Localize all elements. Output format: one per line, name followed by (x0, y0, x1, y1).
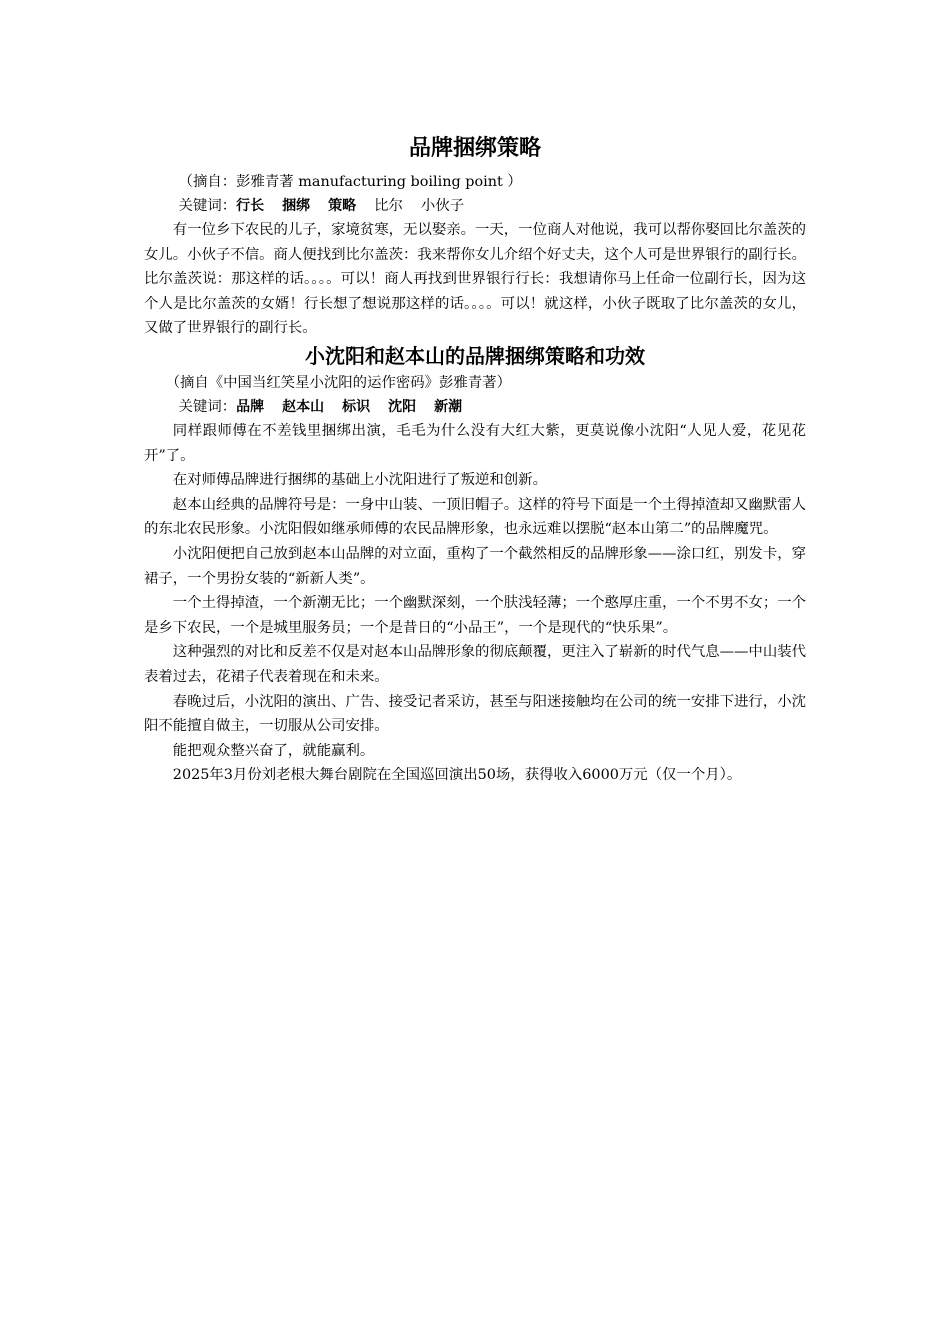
keyword: 标识 (342, 398, 371, 415)
document-page (144, 128, 806, 788)
body-paragraph: 赵本山经典的品牌符号是：一身中山装、一顶旧帽子。这样的符号下面是一个土得掉渣却又幽默雷人的东北农民形象。小沈阳假如继承师傅的农民品牌形象，也永远难以摆脱“赵本山第二”的品牌魔咒。 (144, 496, 806, 538)
body-paragraph: 在对师傅品牌进行捆绑的基础上小沈阳进行了叛逆和创新。 (172, 472, 547, 489)
keyword: 比尔 (374, 198, 403, 214)
body-paragraph: 能把观众整兴奋了，就能赢利。 (172, 742, 375, 759)
body-paragraph: 小沈阳便把自己放到赵本山品牌的对立面，重构了一个截然相反的品牌形象——涂口红，别发卡，穿裙子，一个男扮女装的“新新人类”。 (144, 545, 806, 587)
keyword: 新潮 (434, 398, 463, 415)
article-body: 有一位乡下农民的儿子，家境贫寒，无以娶亲。一天，一位商人对他说，我可以帮你娶回比尔盖茨的女儿。小伙子不信。商人便找到比尔盖茨：我来帮你女儿介绍个好丈夫，这个人可是世界银行的副行长。比尔盖茨说：那这样的话。。。。可以！商人再找到世界银行行长：我想请你马上任命一位副行长，因为这个人是比尔盖茨的女婿！行长想了想说那这样的话。。。。可以！就这样，小伙子既取了比尔盖茨的女儿，又做了世界银行的副行长。 (144, 222, 806, 337)
article-source-2: （摘自《中国当红笑星小沈阳的运作密码》彭雅青著） (165, 374, 511, 391)
keyword: 捆绑 (282, 198, 311, 214)
body-paragraph: 春晚过后，小沈阳的演出、广告、接受记者采访，甚至与阳迷接触均在公司的统一安排下进行，小沈阳不能擅自做主，一切服从公司安排。 (144, 693, 806, 735)
keyword: 沈阳 (388, 398, 417, 415)
body-paragraph: 这种强烈的对比和反差不仅是对赵本山品牌形象的彻底颠覆，更注入了崭新的时代气息——中山装代表着过去，花裙子代表着现在和未来。 (144, 644, 806, 685)
keywords-label: 关键词： (178, 398, 237, 415)
keywords-label: 关键词： (178, 198, 237, 214)
keywords-line (144, 194, 806, 218)
article-title: 品牌捆绑策略 (408, 136, 541, 161)
keywords-line-2 (144, 395, 806, 419)
keyword: 策略 (328, 198, 357, 214)
body-paragraph: 一个土得掉渣，一个新潮无比；一个幽默深刻，一个肤浅轻薄；一个憨厚庄重，一个不男不女；一个是乡下农民，一个是城里服务员；一个是昔日的“小品王”，一个是现代的“快乐果”。 (144, 595, 806, 636)
body-paragraph: 同样跟师傅在不差钱里捆绑出演，毛毛为什么没有大红大紫，更莫说像小沈阳“人见人爱，花见花开”了。 (144, 422, 806, 464)
article-source: （摘自：彭雅青著 manufacturing boiling point ） (178, 174, 522, 190)
keyword: 小伙子 (420, 198, 465, 214)
article-title-2: 小沈阳和赵本山的品牌捆绑策略和功效 (305, 343, 645, 368)
keyword: 赵本山 (282, 398, 325, 415)
body-paragraph: 2025年3月份刘老根大舞台剧院在全国巡回演出50场，获得收入6000万元（仅一个月）。 (172, 767, 742, 784)
keyword: 行长 (236, 198, 265, 214)
keyword: 品牌 (236, 398, 265, 415)
